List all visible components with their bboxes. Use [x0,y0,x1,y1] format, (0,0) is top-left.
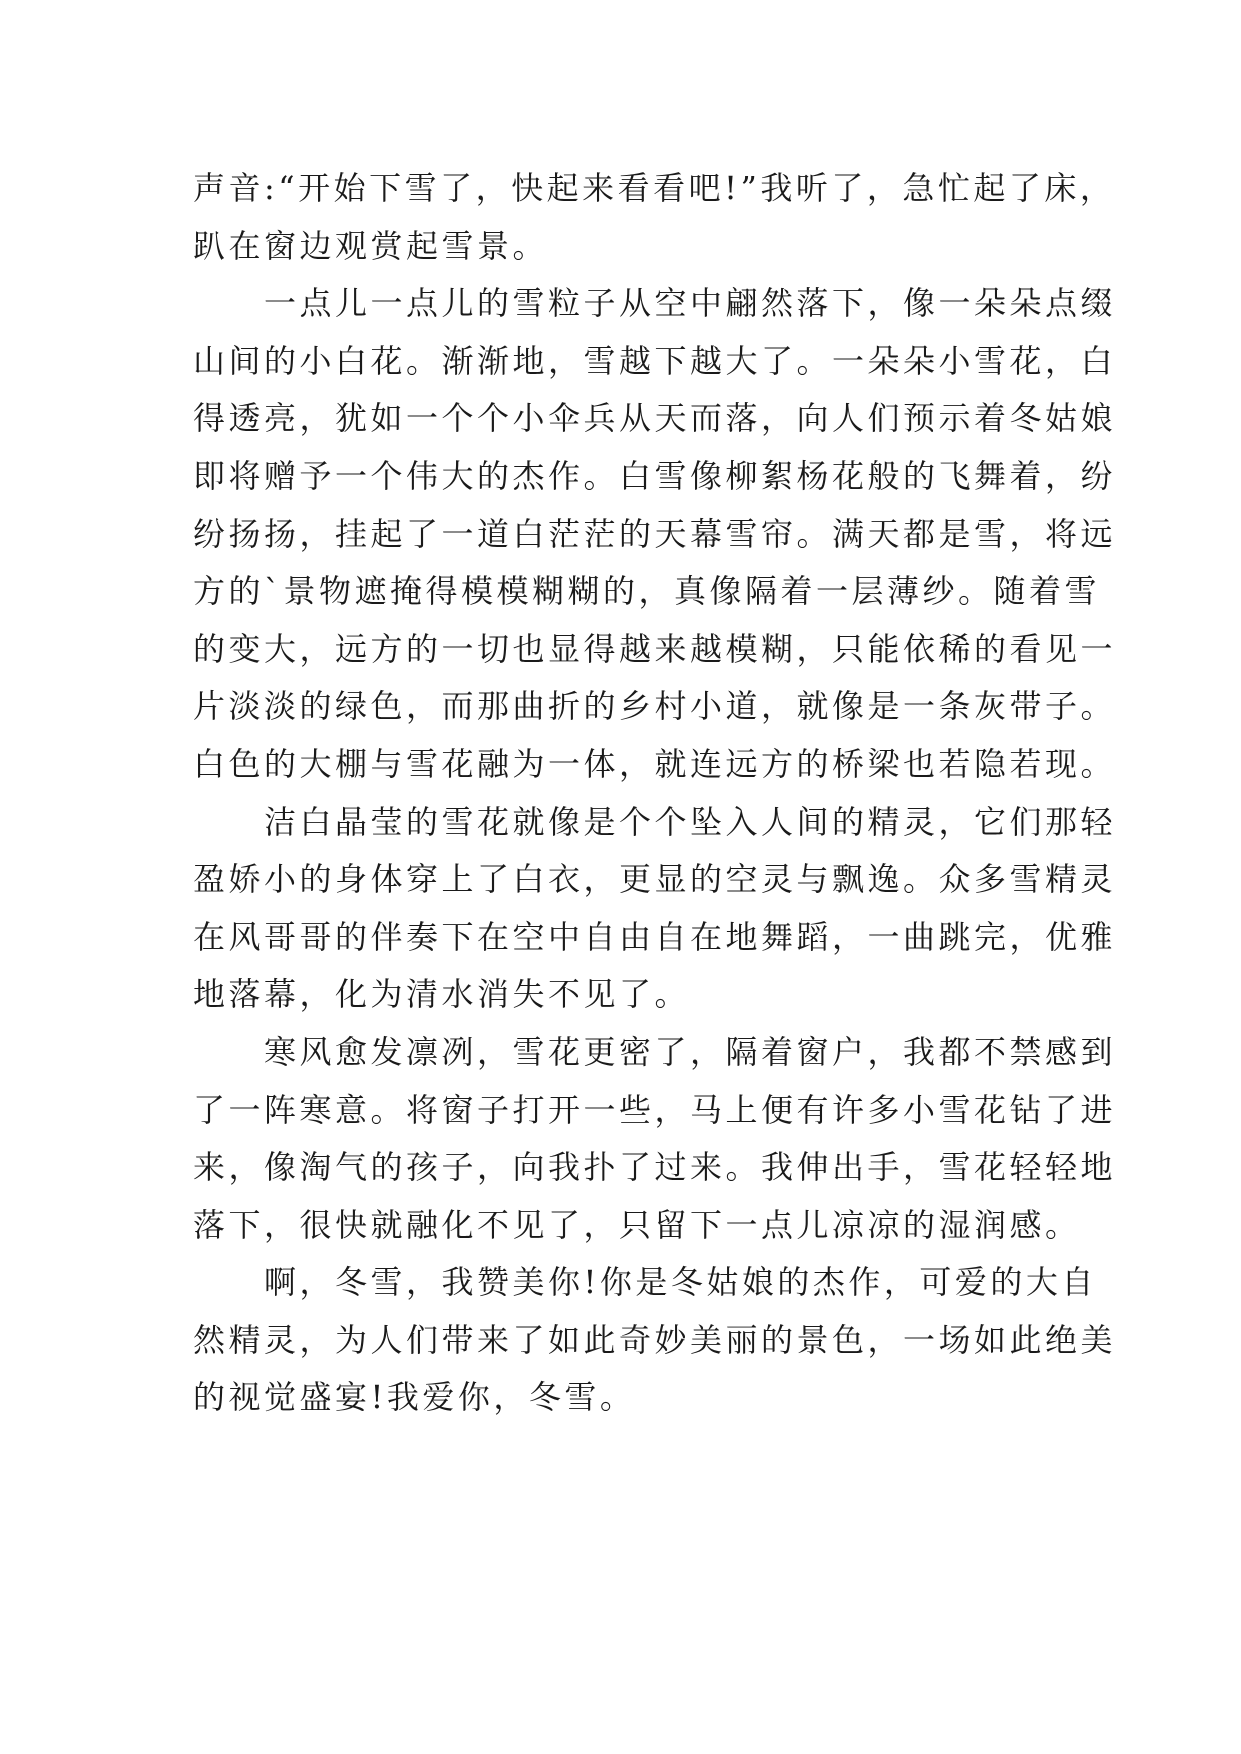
text-line: 片淡淡的绿色，而那曲折的乡村小道，就像是一条灰带子。 [193,687,1117,726]
text-line: 落下，很快就融化不见了，只留下一点儿凉凉的湿润感。 [193,1205,1081,1244]
text-line: 盈娇小的身体穿上了白衣，更显的空灵与飘逸。众多雪精灵 [193,860,1117,899]
text-line: 得透亮，犹如一个个小伞兵从天而落，向人们预示着冬姑娘 [193,399,1117,438]
text-line: 寒风愈发凛冽，雪花更密了，隔着窗户，我都不禁感到 [193,1032,1117,1071]
text-line: 啊，冬雪，我赞美你!你是冬姑娘的杰作，可爱的大自 [193,1263,1097,1302]
text-line: 的变大，远方的一切也显得越来越模糊，只能依稀的看见一 [193,629,1117,668]
text-line: 然精灵，为人们带来了如此奇妙美丽的景色，一场如此绝美 [193,1320,1117,1359]
text-line: 一点儿一点儿的雪粒子从空中翩然落下，像一朵朵点缀 [193,284,1117,323]
text-line: 了一阵寒意。将窗子打开一些，马上便有许多小雪花钻了进 [193,1090,1117,1129]
text-line: 纷扬扬，挂起了一道白茫茫的天幕雪帘。满天都是雪，将远 [193,514,1117,553]
text-line: 即将赠予一个伟大的杰作。白雪像柳絮杨花般的飞舞着，纷 [193,456,1117,495]
text-line: 洁白晶莹的雪花就像是个个坠入人间的精灵，它们那轻 [193,802,1117,841]
text-line: 声音:“开始下雪了，快起来看看吧!”我听了，急忙起了床， [193,169,1116,207]
text-line: 趴在窗边观赏起雪景。 [193,226,549,265]
text-line: 在风哥哥的伴奏下在空中自由自在地舞蹈，一曲跳完，优雅 [193,917,1117,956]
text-line: 来，像淘气的孩子，向我扑了过来。我伸出手，雪花轻轻地 [193,1148,1117,1187]
text-line: 白色的大棚与雪花融为一体，就连远方的桥梁也若隐若现。 [193,744,1117,783]
text-line: 山间的小白花。渐渐地，雪越下越大了。一朵朵小雪花，白 [193,341,1117,380]
essay-body [193,160,1117,1427]
text-line: 地落幕，化为清水消失不见了。 [193,975,691,1014]
text-line: 的视觉盛宴!我爱你，冬雪。 [193,1378,636,1417]
text-line: 方的`景物遮掩得模模糊糊的，真像隔着一层薄纱。随着雪 [193,572,1101,611]
